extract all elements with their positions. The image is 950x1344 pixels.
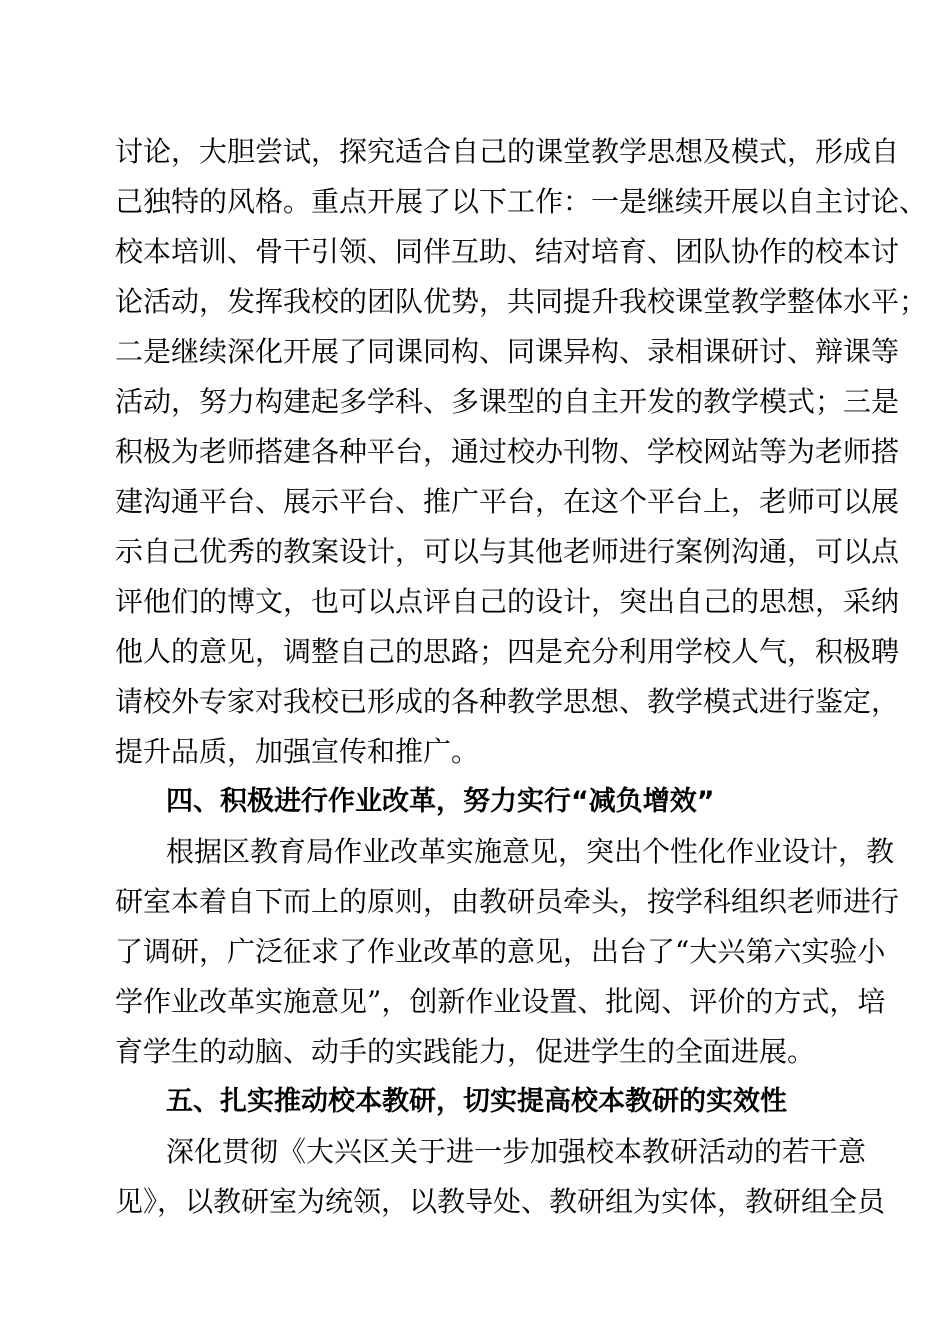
paragraph-line: 深化贯彻《大兴区关于进一步加强校本教研活动的若干意 — [166, 1135, 867, 1168]
paragraph-line: 积极为老师搭建各种平台，通过校办刊物、学校网站等为老师搭 — [115, 435, 900, 468]
section-heading: 五、扎实推动校本教研，切实提高校本教研的实效性 — [166, 1086, 787, 1117]
paragraph-line: 论活动，发挥我校的团队优势，共同提升我校课堂教学整体水平； — [115, 285, 928, 318]
paragraph-line: 校本培训、骨干引领、同伴互助、结对培育、团队协作的校本讨 — [115, 235, 900, 268]
paragraph-line: 建沟通平台、展示平台、推广平台，在这个平台上，老师可以展 — [115, 485, 900, 518]
paragraph-line: 评他们的博文，也可以点评自己的设计，突出自己的思想，采纳 — [115, 585, 900, 618]
paragraph-line: 请校外专家对我校已形成的各种教学思想、教学模式进行鉴定， — [115, 685, 900, 718]
paragraph-line: 学作业改革实施意见”，创新作业设置、批阅、评价的方式，培 — [115, 985, 886, 1018]
paragraph-line: 研室本着自下而上的原则，由教研员牵头，按学科组织老师进行 — [115, 885, 900, 918]
paragraph-line: 己独特的风格。重点开展了以下工作：一是继续开展以自主讨论、 — [115, 185, 928, 218]
paragraph-line: 了调研，广泛征求了作业改革的意见，出台了“大兴第六实验小 — [115, 935, 886, 968]
paragraph-line: 他人的意见，调整自己的思路；四是充分利用学校人气，积极聘 — [115, 635, 900, 668]
paragraph-line: 活动，努力构建起多学科、多课型的自主开发的教学模式；三是 — [115, 385, 900, 418]
paragraph-line: 示自己优秀的教案设计，可以与其他老师进行案例沟通，可以点 — [115, 535, 900, 568]
paragraph-line: 提升品质，加强宣传和推广。 — [115, 735, 480, 768]
paragraph-line: 二是继续深化开展了同课同构、同课异构、录相课研讨、辩课等 — [115, 335, 900, 368]
paragraph-line: 育学生的动脑、动手的实践能力，促进学生的全面进展。 — [115, 1035, 816, 1068]
paragraph-line: 见》，以教研室为统领，以教导处、教研组为实体，教研组全员 — [115, 1185, 886, 1218]
section-heading: 四、积极进行作业改革，努力实行“减负增效” — [166, 786, 715, 817]
paragraph-line: 讨论，大胆尝试，探究适合自己的课堂教学思想及模式，形成自 — [115, 135, 900, 168]
paragraph-line: 根据区教育局作业改革实施意见，突出个性化作业设计，教 — [166, 835, 895, 868]
